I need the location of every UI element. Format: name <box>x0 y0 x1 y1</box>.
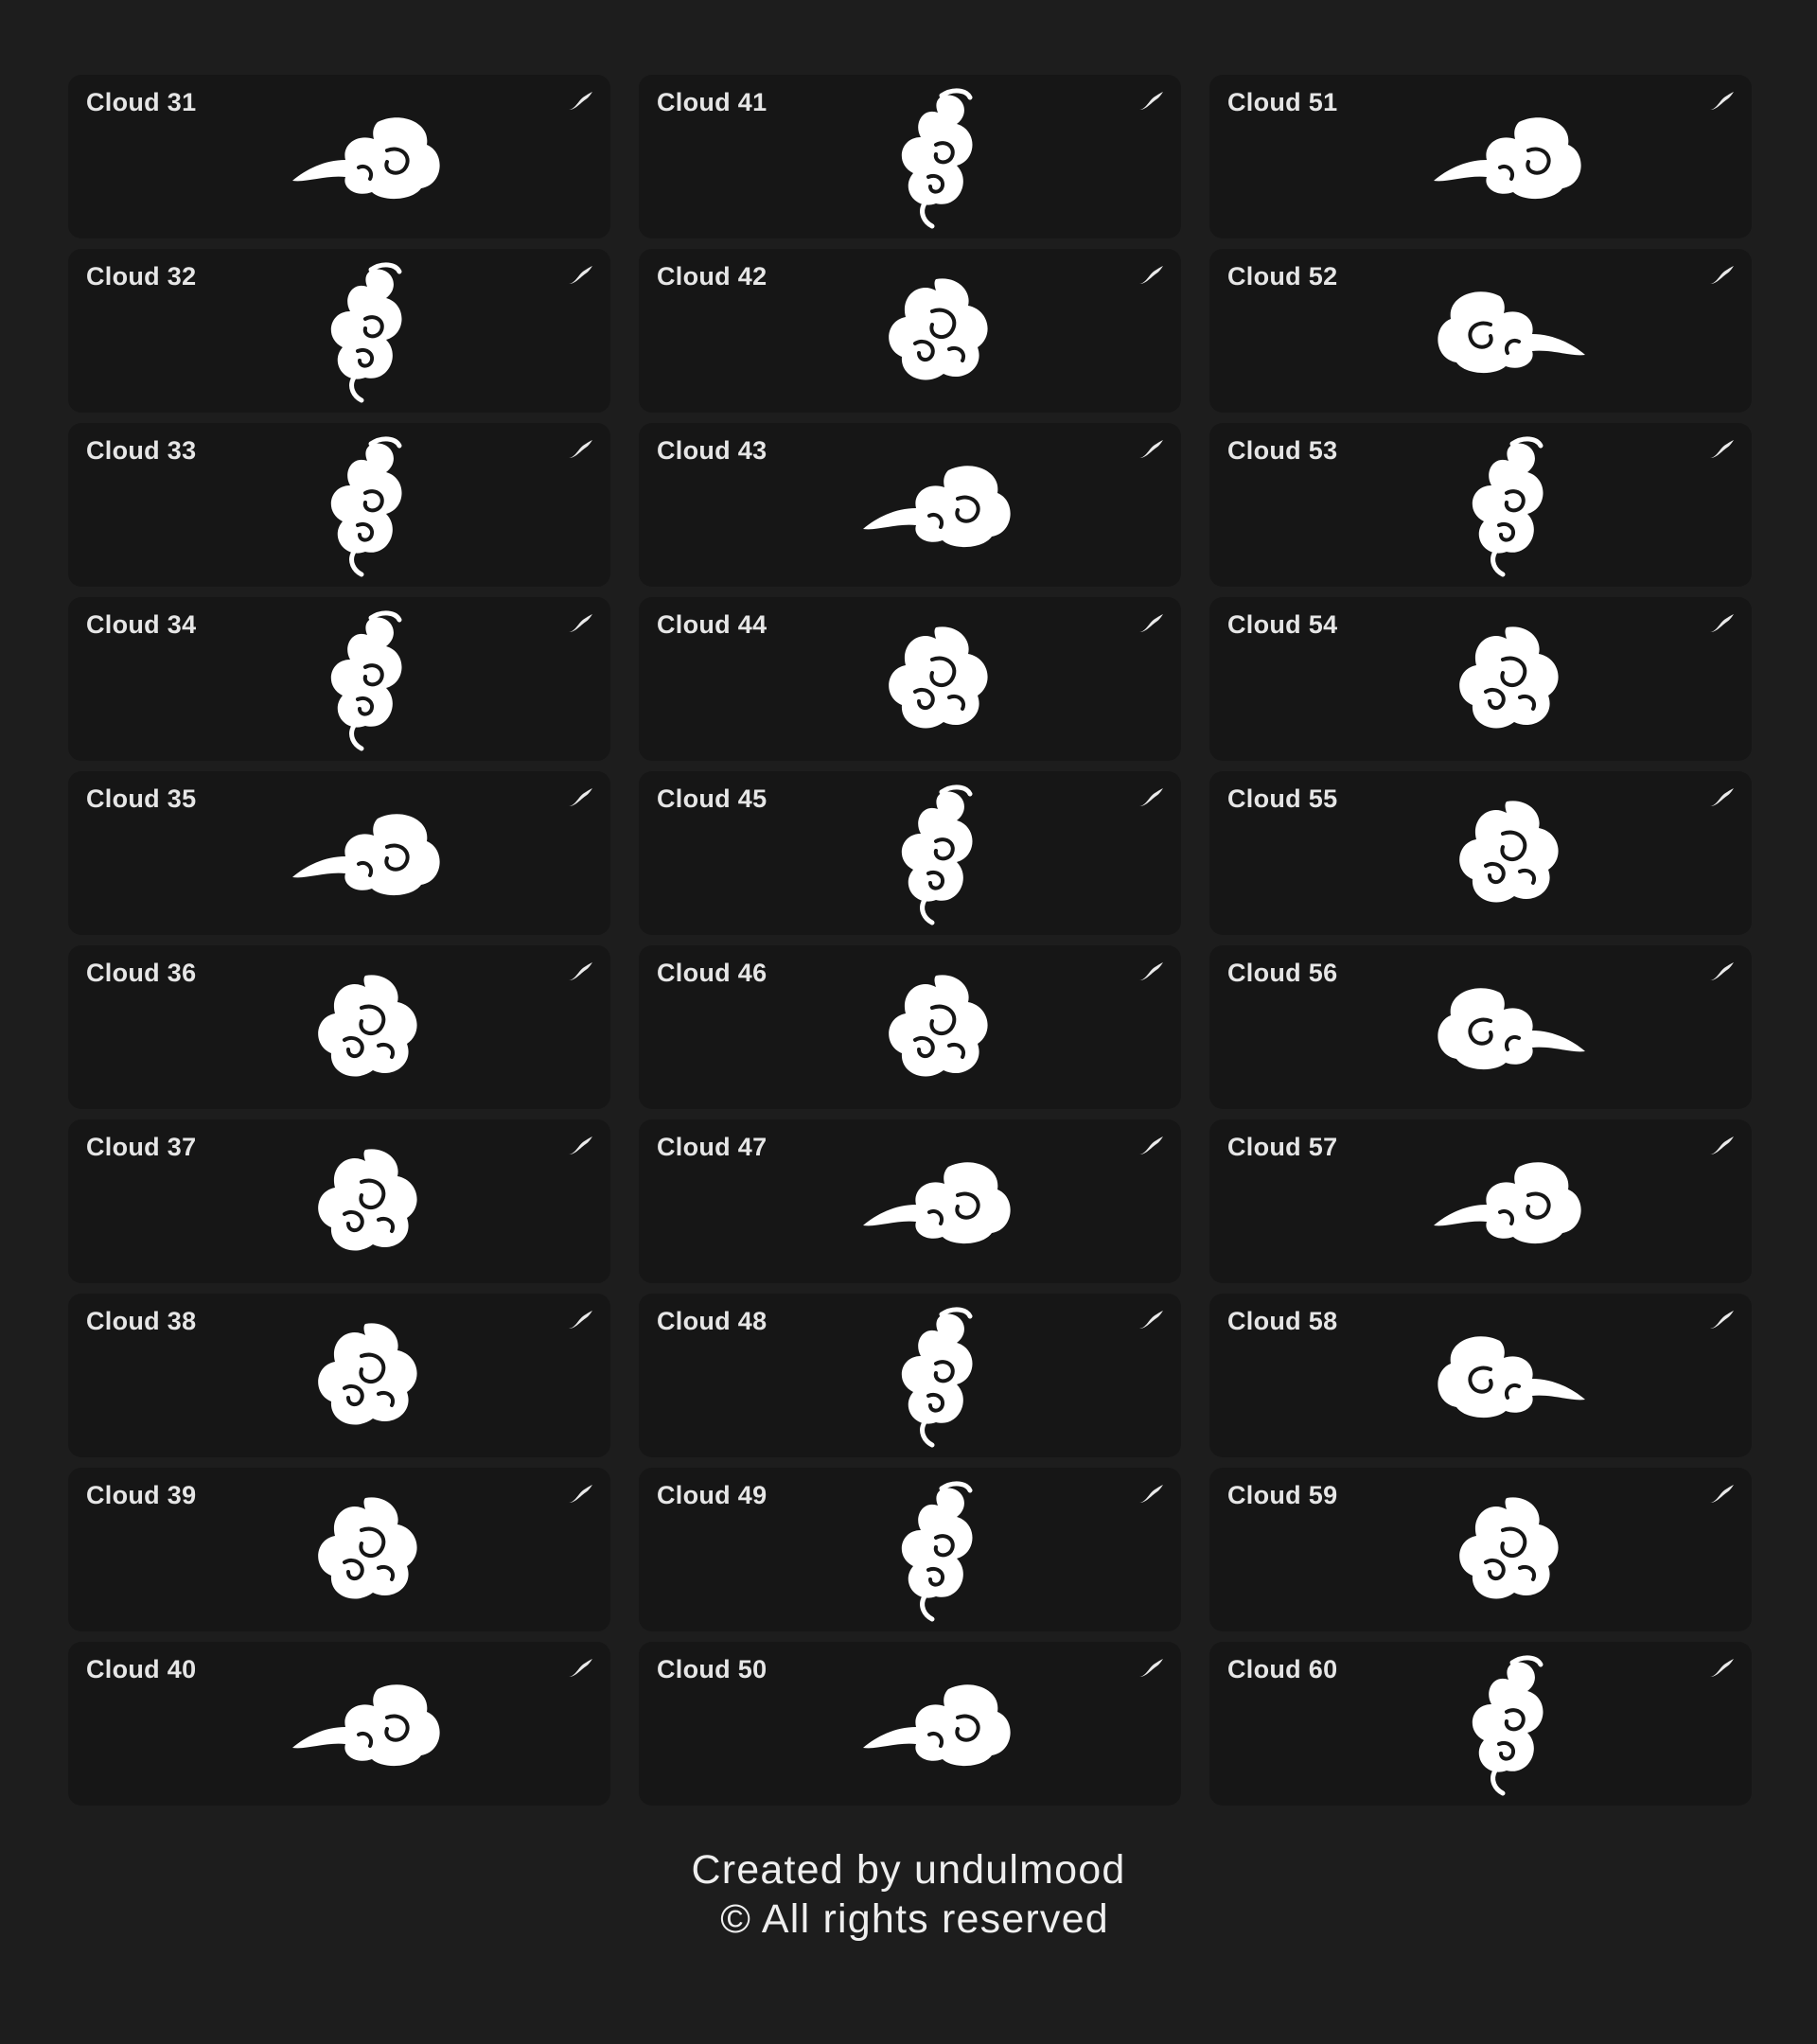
brush-card[interactable] <box>68 1294 610 1457</box>
brush-name: Cloud 46 <box>657 959 767 987</box>
brush-preview <box>201 1125 535 1278</box>
brush-name: Cloud 34 <box>86 610 197 639</box>
brush-preview <box>771 951 1105 1103</box>
pen-stroke-icon <box>565 434 595 465</box>
brush-preview <box>771 603 1105 755</box>
brush-preview <box>201 777 535 929</box>
brush-preview <box>201 951 535 1103</box>
brush-name: Cloud 50 <box>657 1655 767 1683</box>
brush-card[interactable] <box>1209 1294 1752 1457</box>
brush-name: Cloud 57 <box>1227 1133 1338 1161</box>
brush-card[interactable] <box>68 249 610 413</box>
brush-name: Cloud 42 <box>657 262 767 291</box>
brush-preview <box>1342 777 1676 929</box>
brush-preview <box>201 1299 535 1452</box>
brush-preview <box>1342 80 1676 233</box>
brush-card[interactable] <box>68 423 610 587</box>
brush-preview <box>201 603 535 755</box>
brush-name: Cloud 31 <box>86 88 197 116</box>
pen-stroke-icon <box>1136 608 1166 639</box>
pen-stroke-icon <box>565 1479 595 1509</box>
pen-stroke-icon <box>565 86 595 116</box>
brush-preview <box>1342 1473 1676 1626</box>
brush-card[interactable] <box>1209 1642 1752 1806</box>
brush-card[interactable] <box>1209 423 1752 587</box>
pen-stroke-icon <box>1136 260 1166 291</box>
brush-card[interactable] <box>639 1468 1181 1631</box>
footer-credit: Created by undulmood <box>691 1847 1126 1893</box>
brush-preview <box>201 80 535 233</box>
brush-preview <box>1342 603 1676 755</box>
brush-card[interactable] <box>639 249 1181 413</box>
brush-card[interactable] <box>68 75 610 238</box>
brush-card[interactable] <box>639 1294 1181 1457</box>
pen-stroke-icon <box>1706 1305 1737 1335</box>
brush-card[interactable] <box>1209 75 1752 238</box>
brush-card[interactable] <box>1209 771 1752 935</box>
footer-rights: © All rights reserved <box>708 1896 1109 1942</box>
brush-name: Cloud 35 <box>86 784 197 813</box>
brush-preview <box>771 777 1105 929</box>
brush-preview <box>771 1473 1105 1626</box>
pen-stroke-icon <box>565 608 595 639</box>
brush-name: Cloud 59 <box>1227 1481 1338 1509</box>
brush-name: Cloud 45 <box>657 784 767 813</box>
brush-card[interactable] <box>639 75 1181 238</box>
pen-stroke-icon <box>1706 434 1737 465</box>
brush-card[interactable] <box>639 771 1181 935</box>
pen-stroke-icon <box>565 1131 595 1161</box>
brush-preview <box>771 1299 1105 1452</box>
brush-name: Cloud 48 <box>657 1307 767 1335</box>
brush-name: Cloud 54 <box>1227 610 1338 639</box>
brush-preview <box>771 429 1105 581</box>
brush-name: Cloud 53 <box>1227 436 1338 465</box>
brush-preview <box>771 1125 1105 1278</box>
brush-card[interactable] <box>68 945 610 1109</box>
brush-card[interactable] <box>639 597 1181 761</box>
pen-stroke-icon <box>565 1305 595 1335</box>
brush-card[interactable] <box>639 1119 1181 1283</box>
brush-card[interactable] <box>1209 597 1752 761</box>
brush-card[interactable] <box>1209 945 1752 1109</box>
brush-name: Cloud 52 <box>1227 262 1338 291</box>
brush-name: Cloud 43 <box>657 436 767 465</box>
pen-stroke-icon <box>565 1653 595 1683</box>
brush-name: Cloud 58 <box>1227 1307 1338 1335</box>
brush-card[interactable] <box>639 1642 1181 1806</box>
brush-preview <box>201 255 535 407</box>
brush-name: Cloud 39 <box>86 1481 197 1509</box>
brush-preview <box>1342 429 1676 581</box>
pen-stroke-icon <box>1136 783 1166 813</box>
pen-stroke-icon <box>565 260 595 291</box>
pen-stroke-icon <box>1136 957 1166 987</box>
pen-stroke-icon <box>1136 1305 1166 1335</box>
brush-name: Cloud 37 <box>86 1133 197 1161</box>
brush-name: Cloud 40 <box>86 1655 197 1683</box>
brush-preview <box>1342 255 1676 407</box>
pen-stroke-icon <box>1706 1479 1737 1509</box>
brush-preview <box>771 255 1105 407</box>
brush-card[interactable] <box>68 1119 610 1283</box>
brush-preview <box>1342 1299 1676 1452</box>
brush-grid <box>68 75 1752 1809</box>
brush-preview <box>1342 951 1676 1103</box>
pen-stroke-icon <box>1136 1479 1166 1509</box>
brush-preview <box>1342 1125 1676 1278</box>
brush-preview <box>771 1648 1105 1800</box>
brush-card[interactable] <box>1209 1119 1752 1283</box>
brush-preview <box>201 429 535 581</box>
brush-card[interactable] <box>1209 249 1752 413</box>
brush-name: Cloud 56 <box>1227 959 1338 987</box>
brush-card[interactable] <box>68 1468 610 1631</box>
brush-card[interactable] <box>639 945 1181 1109</box>
brush-card[interactable] <box>68 597 610 761</box>
brush-name: Cloud 33 <box>86 436 197 465</box>
pen-stroke-icon <box>1706 1131 1737 1161</box>
pen-stroke-icon <box>1136 434 1166 465</box>
brush-name: Cloud 44 <box>657 610 767 639</box>
brush-card[interactable] <box>639 423 1181 587</box>
pen-stroke-icon <box>1136 1131 1166 1161</box>
brush-preview <box>201 1473 535 1626</box>
brush-name: Cloud 38 <box>86 1307 197 1335</box>
brush-name: Cloud 51 <box>1227 88 1338 116</box>
pen-stroke-icon <box>1706 86 1737 116</box>
brush-name: Cloud 36 <box>86 959 197 987</box>
pen-stroke-icon <box>565 957 595 987</box>
brush-card[interactable] <box>68 1642 610 1806</box>
footer <box>0 1845 1817 1944</box>
pen-stroke-icon <box>565 783 595 813</box>
pen-stroke-icon <box>1706 260 1737 291</box>
brush-name: Cloud 41 <box>657 88 767 116</box>
pen-stroke-icon <box>1706 608 1737 639</box>
brush-name: Cloud 60 <box>1227 1655 1338 1683</box>
brush-name: Cloud 55 <box>1227 784 1338 813</box>
brush-preview <box>1342 1648 1676 1800</box>
pen-stroke-icon <box>1706 957 1737 987</box>
brush-name: Cloud 47 <box>657 1133 767 1161</box>
brush-card[interactable] <box>68 771 610 935</box>
brush-name: Cloud 32 <box>86 262 197 291</box>
brush-preview <box>771 80 1105 233</box>
pen-stroke-icon <box>1706 1653 1737 1683</box>
pen-stroke-icon <box>1136 86 1166 116</box>
pen-stroke-icon <box>1136 1653 1166 1683</box>
pen-stroke-icon <box>1706 783 1737 813</box>
brush-preview <box>201 1648 535 1800</box>
brush-name: Cloud 49 <box>657 1481 767 1509</box>
brush-card[interactable] <box>1209 1468 1752 1631</box>
